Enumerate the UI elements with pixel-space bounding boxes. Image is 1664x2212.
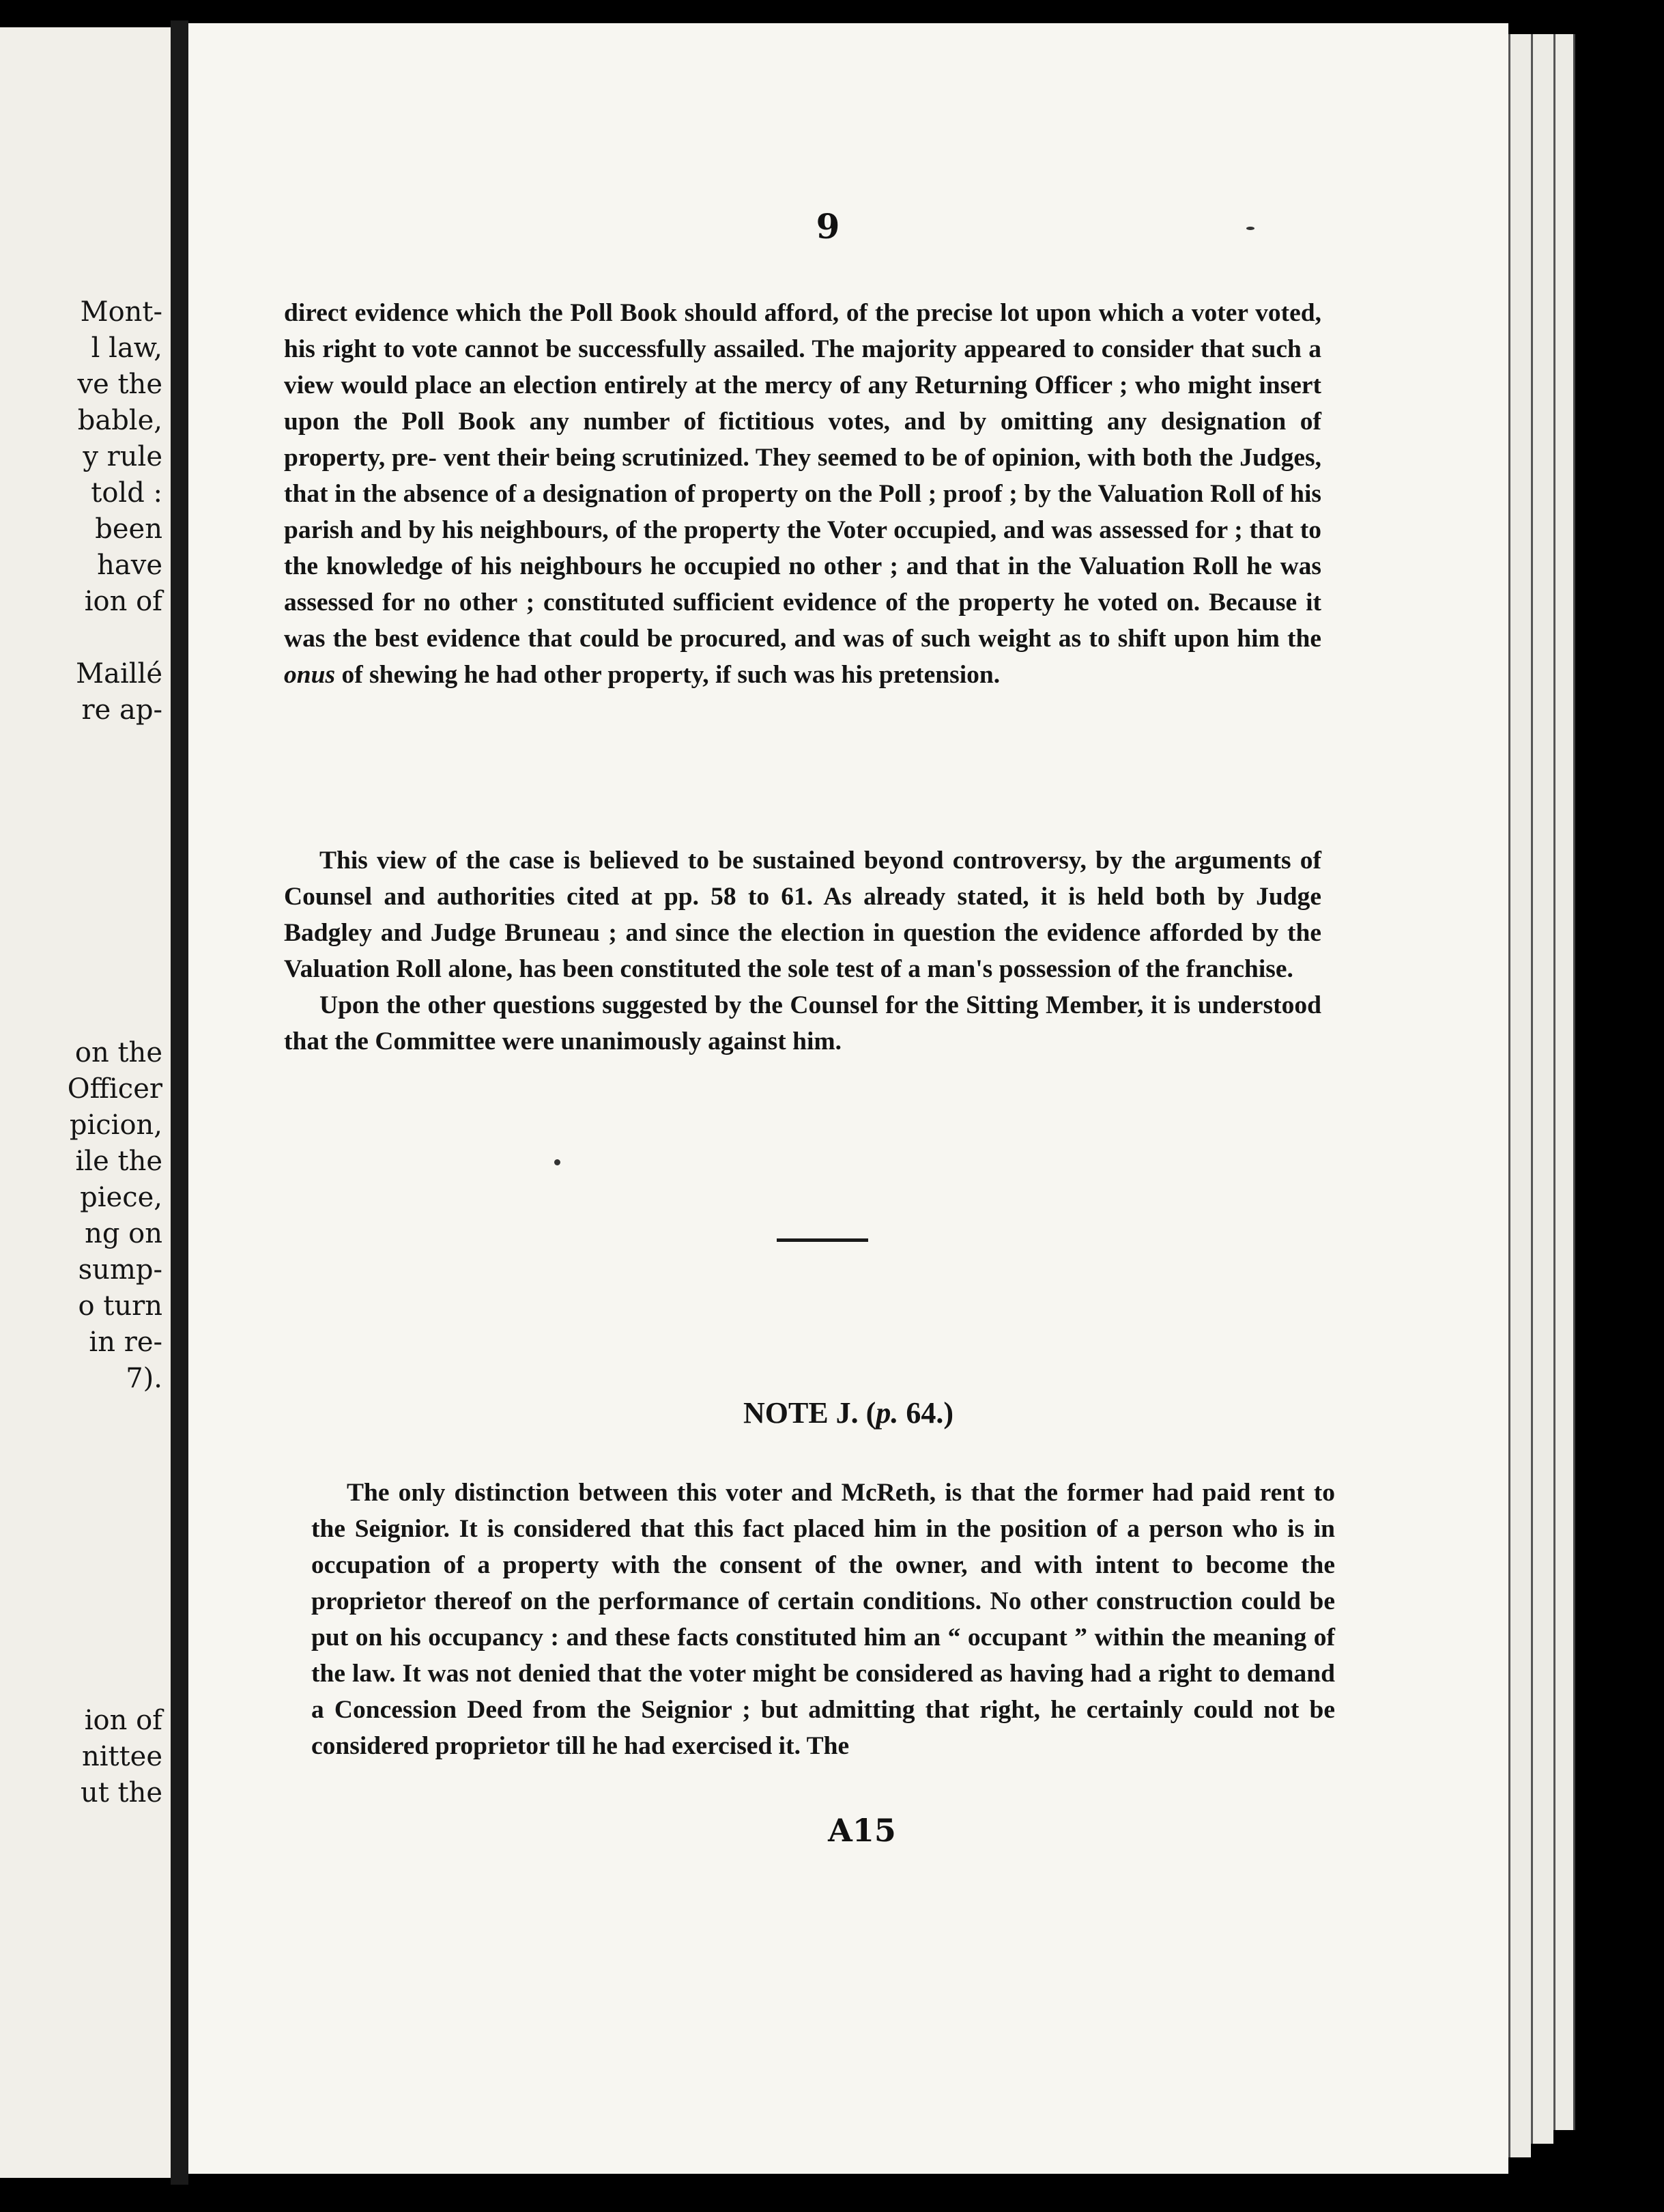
left-page-text-fragment: nittee [81, 1741, 162, 1772]
continuation-paragraph [284, 295, 1321, 693]
note-page-ref: 64.) [898, 1396, 953, 1430]
left-page-text-fragment: ion of [84, 586, 162, 617]
ink-speck [554, 1159, 560, 1165]
printer-signature-mark: A15 [828, 1812, 896, 1849]
left-page-text-fragment: in re- [89, 1327, 162, 1358]
note-paragraph [311, 1475, 1335, 1764]
left-page-text-fragment: sump- [78, 1254, 162, 1286]
note-label: NOTE J. ( [743, 1396, 876, 1430]
text-line: pretension. [878, 661, 1001, 689]
left-page-text-fragment: ut the [80, 1777, 162, 1809]
text-line: vent their being scrutinized. They seemed to be of opinion, with both the [443, 444, 1233, 472]
book-gutter [171, 20, 188, 2185]
left-page-text-fragment: Maillé [76, 658, 162, 690]
note-page-ref-italic: p. [876, 1396, 899, 1430]
page-stack-edge [1508, 34, 1531, 2157]
text-line: the Valuation Roll of his parish and by his neighbours, of the property the [284, 480, 1321, 544]
left-page-text-fragment: Mont- [80, 296, 162, 328]
text-line: other ; constituted sufficient evidence of the property he voted on. Because it [459, 589, 1322, 616]
paragraph-text: The only distinction between this voter and McReth, is that the former had paid rent to the Seignior. It is considered that this fact placed him in the position of a person who is in occupation of a property with the consent of the owner, and with intent to become the proprietor thereof on the performance of certain conditions. No other construction could be put on his occupancy : and these facts constituted him an “ occupant ” within the meaning of the law. It was not denied that the voter might be considered as having had a right to demand a Concession Deed from the Seignior ; but admitting that right, he certainly could not be considered proprietor till he had exercised it. The [311, 1479, 1335, 1760]
paragraph-controversy [284, 842, 1321, 987]
left-page-text-fragment: bable, [77, 405, 162, 436]
left-page-sliver [0, 27, 171, 2178]
text-line: number of fictitious votes, and by omitting any designation of property, pre- [284, 408, 1322, 472]
left-page-text-fragment: piece, [80, 1182, 162, 1213]
note-heading [188, 1395, 1508, 1430]
text-line: mercy of any Returning Officer ; who might insert upon the Poll Book any [284, 371, 1321, 436]
paragraph-text: Upon the other questions suggested by the Counsel for the Sitting Member, it is understood that the Committee were unanimously against him. [284, 991, 1321, 1055]
text-line: a voter voted, his right to vote cannot be successfully assailed. The majority [284, 299, 1322, 363]
left-page-text-fragment: l law, [91, 332, 162, 364]
continuation-text [284, 295, 1321, 693]
text-line: direct evidence which the Poll Book should afford, of the precise lot upon which [284, 299, 1164, 327]
paragraph-other-questions [284, 987, 1321, 1060]
page-stack-edge [1531, 34, 1553, 2144]
left-page-text-fragment: told : [91, 477, 162, 509]
left-page-text-fragment: Officer [67, 1073, 162, 1105]
page-stack-edge [1553, 34, 1575, 2130]
text-line: he occupied no other ; and that in the Valuation Roll he was assessed for no [284, 552, 1321, 616]
text-line: Judges, that in the absence of a designation of property on the Poll ; proof ; by [284, 444, 1322, 508]
left-page-text-fragment: re ap- [81, 694, 162, 726]
left-page-text-fragment: on the [74, 1037, 162, 1068]
left-page-text-fragment: ion of [84, 1705, 162, 1736]
left-page-text-fragment: ile the [75, 1146, 162, 1177]
left-page-text-fragment: have [97, 550, 162, 581]
text-line: was the best evidence that could be procured, and was of such weight as [284, 625, 1082, 653]
left-page-text-fragment: y rule [83, 441, 162, 472]
text-line: of shewing he had other property, if such was his [341, 661, 873, 689]
left-page-text-fragment: been [95, 513, 162, 545]
left-page-text-fragment: ng on [85, 1218, 162, 1249]
latin-term-onus: onus [284, 661, 336, 689]
left-page-text-fragment: 7). [126, 1363, 162, 1394]
text-line: to shift upon him the [1089, 625, 1321, 653]
ink-speck [1246, 227, 1254, 230]
left-page-text-fragment: picion, [69, 1109, 162, 1141]
text-line: Voter occupied, and was assessed for ; that to the knowledge of his neighbours [284, 516, 1322, 580]
left-page-text-fragment: o turn [78, 1290, 162, 1322]
text-line: appeared to consider that such a view would place an election entirely at the [284, 335, 1322, 399]
section-divider-rule [777, 1238, 868, 1242]
page-number: 9 [816, 206, 840, 246]
paragraph-text: This view of the case is believed to be sustained beyond controversy, by the arguments of Counsel and authorities cited at pp. 58 to 61. As already stated, it is held both by Judge Badgley and Judge Bruneau ; and since the election in question the evidence afforded by the Valuation Roll alone, has been constituted the sole test of a man's possession of the franchise. [284, 847, 1321, 983]
main-page [188, 23, 1508, 2174]
left-page-text-fragment: ve the [77, 369, 162, 400]
